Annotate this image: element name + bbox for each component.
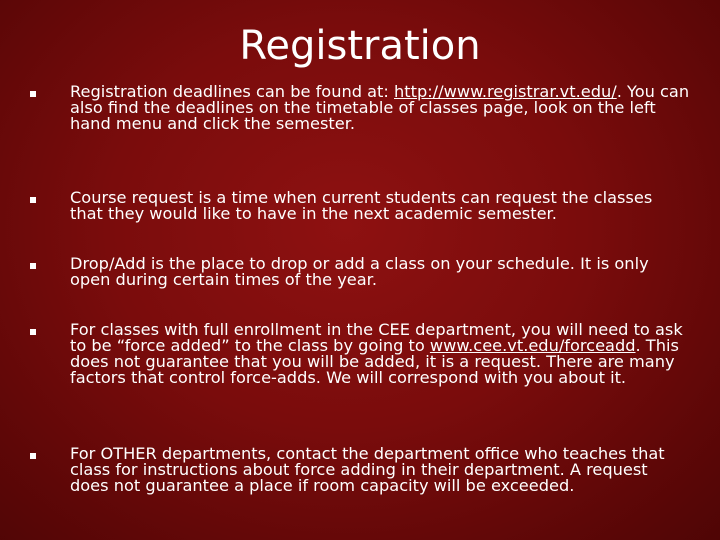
bullet-text — [70, 256, 690, 288]
bullet-text — [70, 446, 690, 494]
square-bullet-icon — [30, 263, 36, 269]
bullet-text-start: Registration deadlines can be found at: — [70, 82, 394, 101]
bullet-text-start: For classes with full enrollment in the CEE department, you will need to ask to be “force added” to the class by going to — [70, 320, 683, 355]
bullet-text-start: Drop/Add is the place to drop or add a class on your schedule. It is only open during certain times of the year. — [70, 254, 649, 289]
slide-title: Registration — [239, 23, 481, 69]
square-bullet-icon — [30, 197, 36, 203]
bullet-text-end: . This does not guarantee that you will be added, it is a request. There are many factors that control force-adds. We will correspond with you about it. — [70, 336, 679, 387]
forceadd-link[interactable]: www.cee.vt.edu/forceadd — [429, 336, 636, 355]
square-bullet-icon — [30, 453, 36, 459]
bullet-text-start: For OTHER departments, contact the department office who teaches that class for instructions about force adding in their department. A request does not guarantee a place if room capacity will be exceeded. — [70, 444, 665, 495]
bullet-text — [70, 190, 690, 222]
bullet-text-end: . You can also find the deadlines on the timetable of classes page, look on the left hand menu and click the semester. — [70, 82, 690, 133]
bullet-text — [70, 84, 690, 132]
square-bullet-icon — [30, 329, 36, 335]
bullet-text-start: Course request is a time when current students can request the classes that they would like to have in the next academic semester. — [70, 188, 653, 223]
registrar-link[interactable]: http://www.registrar.vt.edu/ — [394, 82, 617, 101]
bullet-text — [70, 322, 690, 386]
square-bullet-icon — [30, 91, 36, 97]
